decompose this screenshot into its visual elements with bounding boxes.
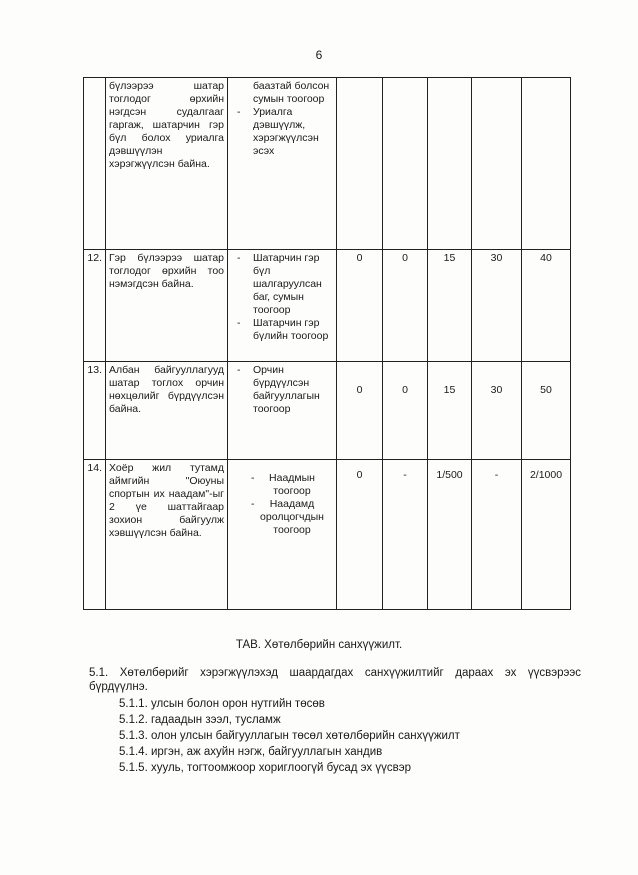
row-description: Албан байгууллагууд шатар тоглох орчин нөхцөлийг бүрдүүлсэн байна.	[106, 362, 228, 460]
value-cell: 30	[472, 250, 522, 362]
funding-paragraph: 5.1. Хөтөлбөрийг хэрэгжүүлэхэд шаардагдах санхүүжилтийг дараах эх үүсвэрээс бүрдүүлнэ.	[89, 667, 581, 693]
funding-sources-list	[119, 696, 460, 776]
value-cell: 0	[337, 362, 383, 460]
value-cell: 0	[337, 460, 383, 610]
value-cell	[383, 78, 428, 250]
table-row	[84, 460, 571, 610]
value-cell	[428, 78, 472, 250]
row-number: 13.	[84, 362, 106, 460]
row-criteria	[228, 250, 337, 362]
value-cell: 30	[472, 362, 522, 460]
row-number: 14.	[84, 460, 106, 610]
criteria-item: - Уриалга дэвшүүлж, хэрэгжүүлсэн эсэх	[253, 106, 333, 158]
row-description: Хоёр жил тутамд аймгийн "Оюуны спортын их наадам"-ыг 2 үе шаттайгаар зохион байгуулж хэвшүүлсэн байна.	[106, 460, 228, 610]
criteria-item: - Шатарчин гэр бүлийн тоогоор	[253, 317, 333, 343]
row-number: 12.	[84, 250, 106, 362]
list-item: 5.1.4. иргэн, аж ахуйн нэгж, байгууллагын хандив	[119, 746, 383, 758]
value-cell	[337, 78, 383, 250]
value-cell: 50	[522, 362, 571, 460]
row-criteria	[228, 460, 337, 610]
list-item: 5.1.1. улсын болон орон нутгийн төсөв	[119, 698, 325, 710]
value-cell: 1/500	[428, 460, 472, 610]
value-cell	[472, 78, 522, 250]
table-row	[84, 250, 571, 362]
row-criteria	[228, 362, 337, 460]
row-number	[84, 78, 106, 250]
list-item: 5.1.3. олон улсын байгууллагын төсөл хөтөлбөрийн санхүүжилт	[119, 730, 460, 742]
row-criteria	[228, 78, 337, 250]
table-row	[84, 78, 571, 250]
criteria-item: - Шатарчин гэр бүл шалгаруулсан баг, сумын тоогоор	[253, 252, 333, 317]
criteria-item: - Орчин бүрдүүлсэн байгууллагын тоогоор	[253, 364, 333, 416]
row-description: Гэр бүлээрээ шатар тоглодог өрхийн тоо нэмэгдсэн байна.	[106, 250, 228, 362]
value-cell	[522, 78, 571, 250]
criteria-item: баазтай болсон сумын тоогоор	[253, 80, 330, 105]
section-title: ТАВ. Хөтөлбөрийн санхүүжилт.	[235, 639, 403, 651]
table-row	[84, 362, 571, 460]
value-cell: 40	[522, 250, 571, 362]
row-description: бүлээрээ шатар тоглодог өрхийн нэгдсэн судалгааг гаргаж, шатарчин гэр бүл болох уриалга дэвшүүлэн хэрэгжүүлсэн байна.	[106, 78, 228, 250]
page-number: 6	[315, 48, 323, 62]
criteria-item: - Наадмын тоогоор	[251, 472, 333, 498]
list-item: 5.1.5. хууль, тогтоомжоор хориглоогүй бусад эх үүсвэр	[119, 762, 411, 774]
value-cell: 15	[428, 362, 472, 460]
value-cell: 15	[428, 250, 472, 362]
list-item: 5.1.2. гадаадын зээл, тусламж	[119, 714, 281, 726]
value-cell: -	[383, 460, 428, 610]
value-cell: 0	[383, 362, 428, 460]
value-cell: 0	[383, 250, 428, 362]
value-cell: -	[472, 460, 522, 610]
criteria-item: - Наадамд оролцогчдын тоогоор	[251, 498, 333, 537]
value-cell: 2/1000	[522, 460, 571, 610]
indicator-table	[83, 77, 571, 610]
value-cell: 0	[337, 250, 383, 362]
